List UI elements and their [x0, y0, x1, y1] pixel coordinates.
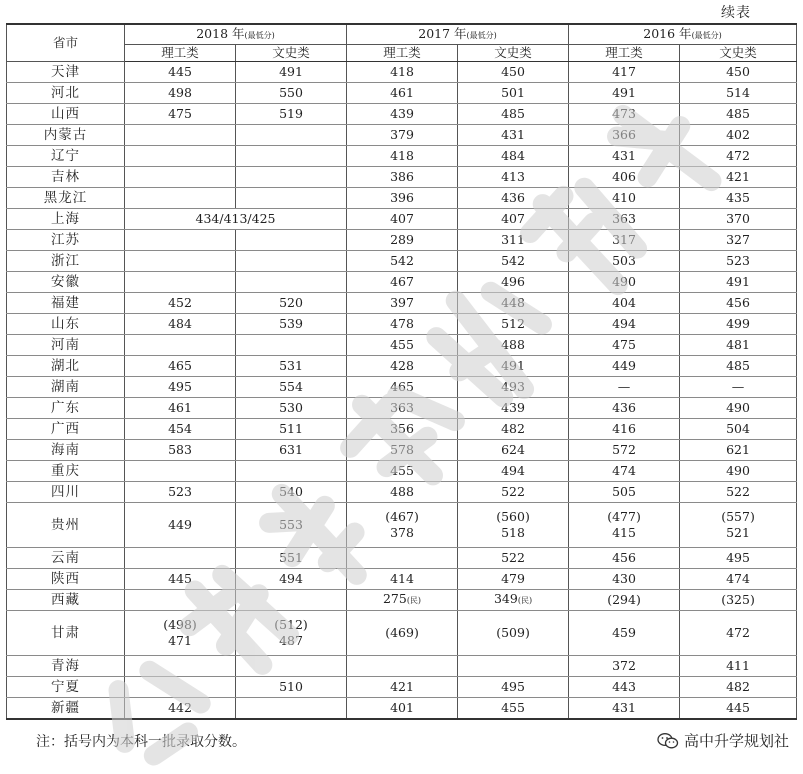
province-cell: 河北 — [7, 83, 125, 104]
score-cell: 495 — [125, 377, 236, 398]
score-cell: (477) 415 — [569, 503, 680, 548]
score-cell — [236, 461, 347, 482]
score-cell — [125, 146, 236, 167]
score-cell: 499 — [680, 314, 797, 335]
score-cell: 474 — [569, 461, 680, 482]
table-row — [7, 188, 797, 209]
score-cell: 512 — [458, 314, 569, 335]
score-cell: 372 — [569, 656, 680, 677]
table-row — [7, 335, 797, 356]
score-cell — [125, 125, 236, 146]
score-cell: 491 — [236, 62, 347, 83]
wechat-icon — [657, 732, 679, 750]
score-cell — [125, 590, 236, 611]
score-cell: 402 — [680, 125, 797, 146]
score-cell: 414 — [347, 569, 458, 590]
sub-col-header: 文史类 — [458, 45, 569, 62]
table-row — [7, 548, 797, 569]
footnote: 注：括号内为本科一批录取分数。 — [36, 734, 246, 750]
header-row-categories — [7, 45, 797, 62]
province-cell: 天津 — [7, 62, 125, 83]
score-cell: 491 — [458, 356, 569, 377]
score-cell: 553 — [236, 503, 347, 548]
score-cell: — — [680, 377, 797, 398]
score-cell: 434/413/425 — [125, 209, 347, 230]
sub-col-header: 理工类 — [569, 45, 680, 62]
score-cell: 488 — [458, 335, 569, 356]
score-cell: 397 — [347, 293, 458, 314]
table-row — [7, 146, 797, 167]
province-cell: 新疆 — [7, 698, 125, 719]
score-cell: 450 — [458, 62, 569, 83]
sub-col-header: 理工类 — [125, 45, 236, 62]
score-cell: 490 — [569, 272, 680, 293]
province-cell: 吉林 — [7, 167, 125, 188]
score-cell: 421 — [680, 167, 797, 188]
score-cell: 540 — [236, 482, 347, 503]
score-cell: 490 — [680, 461, 797, 482]
score-cell: 482 — [458, 419, 569, 440]
score-cell — [125, 656, 236, 677]
score-cell: 363 — [569, 209, 680, 230]
score-cell: 379 — [347, 125, 458, 146]
score-cell: 456 — [569, 548, 680, 569]
score-cell: 449 — [569, 356, 680, 377]
table-row — [7, 209, 797, 230]
score-cell: 478 — [347, 314, 458, 335]
score-cell: 317 — [569, 230, 680, 251]
score-cell: 473 — [569, 104, 680, 125]
score-cell: 501 — [458, 83, 569, 104]
province-cell: 湖北 — [7, 356, 125, 377]
score-cell: 485 — [458, 104, 569, 125]
score-cell: (294) — [569, 590, 680, 611]
score-cell: 472 — [680, 146, 797, 167]
score-cell — [347, 656, 458, 677]
score-cell: 435 — [680, 188, 797, 209]
province-cell: 甘肃 — [7, 611, 125, 656]
year-header-2016: 2016 年(最低分) — [569, 24, 797, 45]
score-cell: 621 — [680, 440, 797, 461]
score-table — [6, 23, 797, 720]
score-cell: 311 — [458, 230, 569, 251]
province-cell: 广东 — [7, 398, 125, 419]
score-cell: 456 — [680, 293, 797, 314]
table-body — [7, 62, 797, 719]
score-cell: 449 — [125, 503, 236, 548]
score-cell — [347, 548, 458, 569]
province-cell: 安徽 — [7, 272, 125, 293]
score-cell: 454 — [125, 419, 236, 440]
score-cell: 417 — [569, 62, 680, 83]
score-cell: 624 — [458, 440, 569, 461]
score-cell: 519 — [236, 104, 347, 125]
score-cell: 522 — [680, 482, 797, 503]
score-cell: 452 — [125, 293, 236, 314]
score-cell: 554 — [236, 377, 347, 398]
province-cell: 山东 — [7, 314, 125, 335]
score-cell: 494 — [458, 461, 569, 482]
score-cell: (467) 378 — [347, 503, 458, 548]
table-row — [7, 272, 797, 293]
table-row — [7, 419, 797, 440]
score-cell: 436 — [569, 398, 680, 419]
score-cell: 551 — [236, 548, 347, 569]
score-cell: 494 — [236, 569, 347, 590]
province-cell: 四川 — [7, 482, 125, 503]
score-cell: 411 — [680, 656, 797, 677]
score-cell: 485 — [680, 356, 797, 377]
score-cell — [236, 125, 347, 146]
province-cell: 辽宁 — [7, 146, 125, 167]
score-cell: 494 — [569, 314, 680, 335]
score-cell: 511 — [236, 419, 347, 440]
score-cell: 455 — [347, 335, 458, 356]
score-cell: 407 — [347, 209, 458, 230]
score-cell: 482 — [680, 677, 797, 698]
score-cell: 445 — [125, 569, 236, 590]
province-cell: 江苏 — [7, 230, 125, 251]
score-cell: 493 — [458, 377, 569, 398]
score-cell: 413 — [458, 167, 569, 188]
score-cell: 475 — [125, 104, 236, 125]
score-cell: 448 — [458, 293, 569, 314]
score-cell: 522 — [458, 548, 569, 569]
province-cell: 福建 — [7, 293, 125, 314]
province-cell: 广西 — [7, 419, 125, 440]
province-col-header: 省市 — [7, 24, 125, 62]
score-cell: (469) — [347, 611, 458, 656]
score-cell: 495 — [458, 677, 569, 698]
table-row — [7, 62, 797, 83]
score-cell: (560) 518 — [458, 503, 569, 548]
province-cell: 云南 — [7, 548, 125, 569]
score-cell: 445 — [680, 698, 797, 719]
score-cell: 479 — [458, 569, 569, 590]
table-row — [7, 251, 797, 272]
province-cell: 贵州 — [7, 503, 125, 548]
score-cell — [236, 167, 347, 188]
score-cell: 578 — [347, 440, 458, 461]
score-cell: 550 — [236, 83, 347, 104]
score-cell: 465 — [347, 377, 458, 398]
province-cell: 重庆 — [7, 461, 125, 482]
table-row — [7, 83, 797, 104]
score-cell: (498) 471 — [125, 611, 236, 656]
province-cell: 西藏 — [7, 590, 125, 611]
score-cell: 450 — [680, 62, 797, 83]
score-cell — [236, 230, 347, 251]
province-cell: 浙江 — [7, 251, 125, 272]
score-cell: (325) — [680, 590, 797, 611]
province-cell: 上海 — [7, 209, 125, 230]
score-cell — [236, 272, 347, 293]
header-row-years — [7, 24, 797, 45]
province-cell: 湖南 — [7, 377, 125, 398]
score-cell: 631 — [236, 440, 347, 461]
score-cell: 539 — [236, 314, 347, 335]
province-cell: 陕西 — [7, 569, 125, 590]
score-cell: 428 — [347, 356, 458, 377]
score-cell: 455 — [347, 461, 458, 482]
score-cell: 396 — [347, 188, 458, 209]
score-cell — [125, 272, 236, 293]
score-cell: 430 — [569, 569, 680, 590]
table-row — [7, 104, 797, 125]
score-cell — [236, 335, 347, 356]
score-cell: 530 — [236, 398, 347, 419]
table-row — [7, 293, 797, 314]
continued-label: 续表 — [721, 5, 751, 21]
score-cell: 363 — [347, 398, 458, 419]
brand-name: 高中升学规划社 — [683, 732, 789, 750]
table-row — [7, 440, 797, 461]
score-cell: 410 — [569, 188, 680, 209]
table-row — [7, 377, 797, 398]
score-cell: 418 — [347, 146, 458, 167]
score-cell — [236, 251, 347, 272]
score-cell: 431 — [569, 698, 680, 719]
score-cell: 505 — [569, 482, 680, 503]
score-cell — [125, 548, 236, 569]
score-cell: 474 — [680, 569, 797, 590]
score-cell: 445 — [125, 62, 236, 83]
score-cell: 542 — [347, 251, 458, 272]
score-cell: 475 — [569, 335, 680, 356]
brand-signature — [657, 730, 789, 751]
table-row — [7, 569, 797, 590]
score-cell — [236, 590, 347, 611]
score-cell — [125, 461, 236, 482]
table-row — [7, 611, 797, 656]
score-cell: 366 — [569, 125, 680, 146]
score-cell: — — [569, 377, 680, 398]
score-cell: 455 — [458, 698, 569, 719]
sub-col-header: 文史类 — [236, 45, 347, 62]
table-row — [7, 677, 797, 698]
score-cell: 356 — [347, 419, 458, 440]
score-cell: 484 — [458, 146, 569, 167]
table-row — [7, 461, 797, 482]
province-cell: 内蒙古 — [7, 125, 125, 146]
sub-col-header: 文史类 — [680, 45, 797, 62]
score-cell — [458, 656, 569, 677]
score-cell: 459 — [569, 611, 680, 656]
score-cell: 404 — [569, 293, 680, 314]
score-cell: 461 — [125, 398, 236, 419]
score-cell: 523 — [680, 251, 797, 272]
score-cell — [125, 335, 236, 356]
score-cell: 443 — [569, 677, 680, 698]
table-row — [7, 230, 797, 251]
score-cell: 431 — [569, 146, 680, 167]
score-cell: 416 — [569, 419, 680, 440]
score-cell — [125, 188, 236, 209]
province-cell: 河南 — [7, 335, 125, 356]
score-cell: 442 — [125, 698, 236, 719]
score-cell: 572 — [569, 440, 680, 461]
year-header-2018: 2018 年(最低分) — [125, 24, 347, 45]
score-cell: (557) 521 — [680, 503, 797, 548]
year-header-2017: 2017 年(最低分) — [347, 24, 569, 45]
score-cell: 401 — [347, 698, 458, 719]
score-cell: 275(民) — [347, 590, 458, 611]
score-cell: 386 — [347, 167, 458, 188]
table-row — [7, 398, 797, 419]
score-cell: 491 — [569, 83, 680, 104]
province-cell: 青海 — [7, 656, 125, 677]
score-cell: 583 — [125, 440, 236, 461]
score-cell: 520 — [236, 293, 347, 314]
score-cell: 370 — [680, 209, 797, 230]
score-cell: 484 — [125, 314, 236, 335]
score-cell: 431 — [458, 125, 569, 146]
table-row — [7, 125, 797, 146]
score-cell: 406 — [569, 167, 680, 188]
score-cell — [125, 251, 236, 272]
score-cell: 407 — [458, 209, 569, 230]
score-cell — [236, 146, 347, 167]
score-cell: 485 — [680, 104, 797, 125]
table-row — [7, 356, 797, 377]
score-cell — [125, 167, 236, 188]
score-cell: 498 — [125, 83, 236, 104]
score-cell: 490 — [680, 398, 797, 419]
score-cell — [236, 698, 347, 719]
province-cell: 宁夏 — [7, 677, 125, 698]
table-row — [7, 698, 797, 719]
table-row — [7, 590, 797, 611]
province-cell: 黑龙江 — [7, 188, 125, 209]
table-row — [7, 656, 797, 677]
score-cell: (509) — [458, 611, 569, 656]
score-cell: 327 — [680, 230, 797, 251]
sub-col-header: 理工类 — [347, 45, 458, 62]
score-cell: 542 — [458, 251, 569, 272]
score-cell: 289 — [347, 230, 458, 251]
score-cell: 467 — [347, 272, 458, 293]
score-cell: 465 — [125, 356, 236, 377]
score-cell: 481 — [680, 335, 797, 356]
score-cell: 472 — [680, 611, 797, 656]
score-cell — [125, 230, 236, 251]
score-cell: 496 — [458, 272, 569, 293]
table-row — [7, 314, 797, 335]
score-cell: 488 — [347, 482, 458, 503]
score-cell: 522 — [458, 482, 569, 503]
table-row — [7, 167, 797, 188]
score-cell: 461 — [347, 83, 458, 104]
score-cell: 495 — [680, 548, 797, 569]
score-cell: 503 — [569, 251, 680, 272]
score-cell: 510 — [236, 677, 347, 698]
score-cell: 436 — [458, 188, 569, 209]
score-cell — [236, 656, 347, 677]
score-cell: (512) 487 — [236, 611, 347, 656]
score-cell — [236, 188, 347, 209]
table-row — [7, 503, 797, 548]
score-cell: 531 — [236, 356, 347, 377]
score-cell — [125, 677, 236, 698]
score-cell: 523 — [125, 482, 236, 503]
table-row — [7, 482, 797, 503]
score-cell: 514 — [680, 83, 797, 104]
province-cell: 海南 — [7, 440, 125, 461]
score-cell: 491 — [680, 272, 797, 293]
score-cell: 504 — [680, 419, 797, 440]
score-cell: 439 — [458, 398, 569, 419]
score-cell: 439 — [347, 104, 458, 125]
score-cell: 418 — [347, 62, 458, 83]
score-cell: 349(民) — [458, 590, 569, 611]
province-cell: 山西 — [7, 104, 125, 125]
score-cell: 421 — [347, 677, 458, 698]
